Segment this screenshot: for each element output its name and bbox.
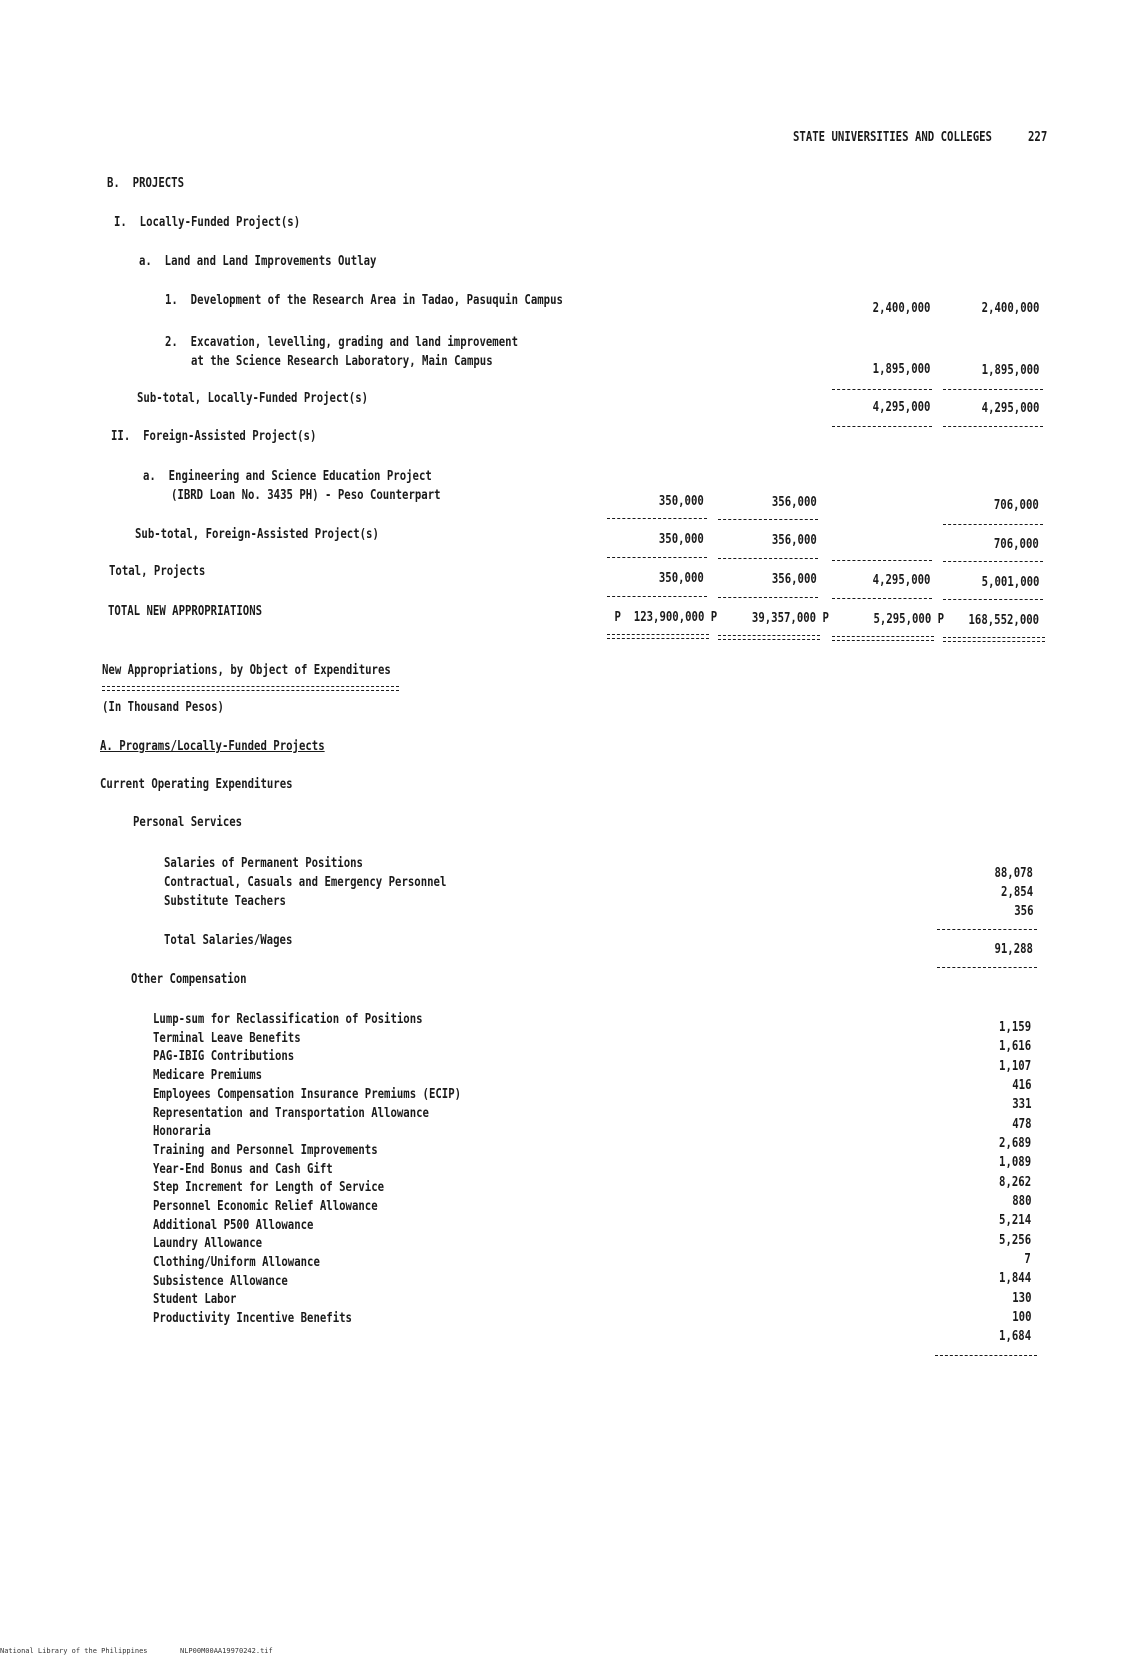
current-operating-heading: Current Operating Expenditures (100, 777, 293, 792)
total-projects-col2: 356,000 (772, 572, 817, 587)
line-item-value: 100 (1011, 1310, 1031, 1325)
subtotal-locally-funded-col3: 4,295,000 (872, 400, 930, 415)
foreign-item-label-line2: (IBRD Loan No. 3435 PH) - Peso Counterpart (171, 488, 441, 503)
grand-total-col1: P 123,900,000 P (614, 610, 717, 625)
double-rule (102, 686, 399, 691)
personal-services-heading: Personal Services (133, 815, 243, 830)
line-item-value: 478 (1011, 1117, 1031, 1132)
rule (832, 598, 932, 599)
other-compensation-heading: Other Compensation (131, 972, 247, 987)
total-projects-col3: 4,295,000 (872, 573, 930, 588)
footer-library: National Library of the Philippines (0, 1647, 148, 1655)
line-item-value: 331 (1011, 1097, 1031, 1112)
rule (607, 557, 707, 558)
line-item-label: Training and Personnel Improvements (153, 1143, 378, 1158)
rule (943, 561, 1043, 562)
double-rule (943, 637, 1045, 642)
line-item-label: Honoraria (153, 1124, 211, 1139)
line-item-label: Additional P500 Allowance (153, 1218, 314, 1233)
subtotal-foreign-col1: 350,000 (659, 532, 704, 547)
line-item-label: Student Labor (153, 1292, 237, 1307)
subtotal-locally-funded-total: 4,295,000 (981, 401, 1039, 416)
section-heading: A. Programs/Locally-Funded Projects (100, 739, 325, 754)
line-item-label: Contractual, Casuals and Emergency Personnel (164, 875, 447, 890)
line-item-label: Clothing/Uniform Allowance (153, 1255, 320, 1270)
project-item-2-label-line2: at the Science Research Laboratory, Main Campus (191, 354, 493, 369)
line-item-label: Terminal Leave Benefits (153, 1031, 301, 1046)
rule (718, 558, 818, 559)
grand-total-col3: 5,295,000 P (873, 612, 944, 627)
line-item-value: 1,616 (998, 1039, 1031, 1054)
grand-total-label: TOTAL NEW APPROPRIATIONS (108, 604, 263, 619)
line-item-label: Personnel Economic Relief Allowance (153, 1199, 378, 1214)
project-item-2-col3: 1,895,000 (872, 362, 930, 377)
double-rule (607, 634, 709, 639)
total-projects-label: Total, Projects (109, 564, 206, 579)
rule (943, 389, 1043, 390)
line-item-value: 1,159 (998, 1020, 1031, 1035)
project-item-1-label: 1. Development of the Research Area in Tadao, Pasuquin Campus (165, 293, 563, 308)
grand-total-col2: 39,357,000 P (751, 611, 829, 626)
subtotal-foreign-col2: 356,000 (772, 533, 817, 548)
foreign-item-col1: 350,000 (659, 494, 704, 509)
total-projects-total: 5,001,000 (981, 575, 1039, 590)
foreign-assisted-heading: II. Foreign-Assisted Project(s) (111, 429, 317, 444)
line-item-value: 1,844 (998, 1271, 1031, 1286)
project-item-1-total: 2,400,000 (981, 301, 1039, 316)
rule (935, 1355, 1037, 1356)
subtotal-foreign-label: Sub-total, Foreign-Assisted Project(s) (135, 527, 379, 542)
unit-note: (In Thousand Pesos) (102, 700, 224, 715)
line-item-label: Lump-sum for Reclassification of Positions (153, 1012, 423, 1027)
rule (943, 599, 1043, 600)
grand-total-total: 168,552,000 (968, 613, 1039, 628)
rule (832, 560, 932, 561)
total-salaries-value: 91,288 (994, 942, 1033, 957)
double-rule (718, 635, 820, 640)
page-number: 227 (1028, 130, 1048, 145)
project-item-1-col3: 2,400,000 (872, 301, 930, 316)
double-rule (832, 636, 934, 641)
line-item-label: Employees Compensation Insurance Premiums (ECIP) (153, 1087, 462, 1102)
line-item-value: 1,684 (998, 1329, 1031, 1344)
rule (718, 597, 818, 598)
line-item-value: 1,107 (998, 1059, 1031, 1074)
project-item-2-total: 1,895,000 (981, 363, 1039, 378)
line-item-label: Salaries of Permanent Positions (164, 856, 363, 871)
line-item-label: Representation and Transportation Allowance (153, 1106, 429, 1121)
running-header-title: STATE UNIVERSITIES AND COLLEGES (793, 130, 992, 145)
line-item-label: Step Increment for Length of Service (153, 1180, 385, 1195)
rule (607, 518, 707, 519)
rule (943, 524, 1043, 525)
line-item-value: 88,078 (994, 866, 1033, 881)
locally-funded-heading: I. Locally-Funded Project(s) (114, 215, 301, 230)
line-item-value: 130 (1011, 1291, 1031, 1306)
rule (718, 519, 818, 520)
rule (832, 426, 932, 427)
subtotal-locally-funded-label: Sub-total, Locally-Funded Project(s) (137, 391, 369, 406)
total-projects-col1: 350,000 (659, 571, 704, 586)
line-item-value: 8,262 (998, 1175, 1031, 1190)
line-item-label: Medicare Premiums (153, 1068, 263, 1083)
footer-file: NLP00M00AA19970242.tif (180, 1647, 273, 1655)
total-salaries-label: Total Salaries/Wages (164, 933, 293, 948)
line-item-value: 880 (1011, 1194, 1031, 1209)
line-item-label: Substitute Teachers (164, 894, 286, 909)
line-item-value: 1,089 (998, 1155, 1031, 1170)
rule (607, 596, 707, 597)
line-item-value: 356 (1013, 904, 1033, 919)
line-item-label: PAG-IBIG Contributions (153, 1049, 295, 1064)
line-item-value: 7 (1024, 1252, 1031, 1267)
rule (937, 929, 1037, 930)
foreign-item-col2: 356,000 (772, 495, 817, 510)
rule (943, 426, 1043, 427)
line-item-label: Year-End Bonus and Cash Gift (153, 1162, 333, 1177)
subtotal-foreign-total: 706,000 (994, 537, 1039, 552)
object-expenditures-heading: New Appropriations, by Object of Expenditures (102, 663, 391, 678)
foreign-item-total: 706,000 (994, 498, 1039, 513)
foreign-item-label-line1: a. Engineering and Science Education Project (143, 469, 432, 484)
project-item-2-label-line1: 2. Excavation, levelling, grading and land improvement (165, 335, 518, 350)
land-improvements-heading: a. Land and Land Improvements Outlay (139, 254, 377, 269)
rule (832, 389, 932, 390)
line-item-value: 5,214 (998, 1213, 1031, 1228)
line-item-label: Subsistence Allowance (153, 1274, 288, 1289)
line-item-label: Productivity Incentive Benefits (153, 1311, 352, 1326)
line-item-label: Laundry Allowance (153, 1236, 263, 1251)
line-item-value: 2,689 (998, 1136, 1031, 1151)
projects-heading: B. PROJECTS (107, 176, 185, 191)
line-item-value: 416 (1011, 1078, 1031, 1093)
rule (937, 967, 1037, 968)
line-item-value: 2,854 (1000, 885, 1033, 900)
line-item-value: 5,256 (998, 1233, 1031, 1248)
